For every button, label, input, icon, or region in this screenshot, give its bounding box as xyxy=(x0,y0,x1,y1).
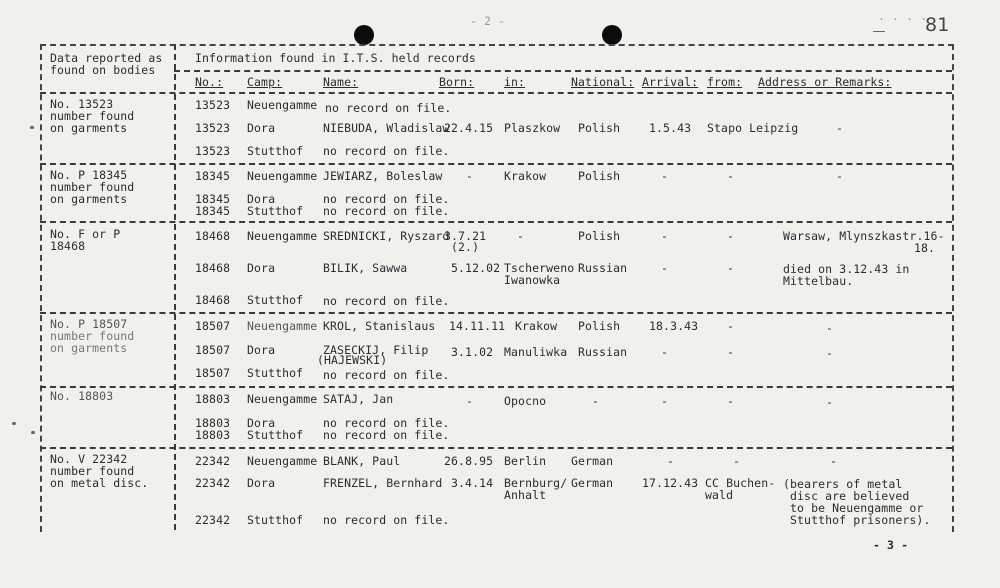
record-no: 18345 xyxy=(195,169,231,183)
record-no: 18507 xyxy=(195,319,231,333)
record-remarks: - xyxy=(826,346,834,360)
block-label: number found xyxy=(50,329,135,343)
column-header-remarks: Address or Remarks: xyxy=(758,75,892,89)
record-from: - xyxy=(727,394,735,408)
record-birthplace: Opocno xyxy=(504,394,547,408)
record-born-note: (2.) xyxy=(451,240,480,254)
record-no: 18468 xyxy=(195,229,231,243)
table-frame xyxy=(40,44,954,532)
record-camp: Dora xyxy=(247,261,276,275)
record-no: 13523 xyxy=(195,98,231,112)
record-birthplace: Bernburg/ xyxy=(504,476,568,490)
record-name: no record on file. xyxy=(323,192,450,206)
record-remarks: Warsaw, Mlynszkastr.16- xyxy=(783,229,945,243)
block-rule-2 xyxy=(40,221,952,223)
record-nationality: Polish xyxy=(578,169,621,183)
column-header-in: in: xyxy=(504,75,526,89)
record-camp: Dora xyxy=(247,192,276,206)
block-label: No. 18803 xyxy=(50,389,114,403)
record-name: no record on file. xyxy=(323,513,450,527)
record-born: - xyxy=(466,169,474,183)
page-mark: - 2 - xyxy=(470,14,506,28)
record-born: 14.11.11 xyxy=(449,319,506,333)
record-from: - xyxy=(733,454,741,468)
record-no: 18507 xyxy=(195,343,231,357)
record-arrival: - xyxy=(661,345,669,359)
record-name: no record on file. xyxy=(323,428,450,442)
record-camp: Neuengamme xyxy=(247,392,318,406)
record-name: (HAJEWSKI) xyxy=(317,353,388,367)
record-nationality: Russian xyxy=(578,261,628,275)
margin-speck xyxy=(31,431,35,434)
record-from: - xyxy=(727,319,735,333)
record-arrival: 18.3.43 xyxy=(649,319,699,333)
record-no: 18803 xyxy=(195,416,231,430)
header-rule-short xyxy=(174,70,952,72)
column-header-camp: Camp: xyxy=(247,75,283,89)
record-nationality: German xyxy=(571,476,614,490)
record-camp: Dora xyxy=(247,121,276,135)
record-remarks: to be Neuengamme or xyxy=(790,501,924,515)
record-camp: Stutthof xyxy=(247,428,304,442)
punch-hole-left xyxy=(354,25,374,45)
record-arrival: 17.12.43 xyxy=(642,476,699,490)
record-from: - xyxy=(727,229,735,243)
record-name: no record on file. xyxy=(323,368,450,382)
column-header-name: Name: xyxy=(323,75,359,89)
record-camp: Neuengamme xyxy=(247,229,318,243)
record-name: FRENZEL, Bernhard xyxy=(323,476,443,490)
record-nationality: Russian xyxy=(578,345,628,359)
record-camp: Stutthof xyxy=(247,366,304,380)
record-camp: Neuengamme xyxy=(247,319,318,333)
block-label: on garments xyxy=(50,341,128,355)
block-label: No. F or P xyxy=(50,227,121,241)
record-camp: Dora xyxy=(247,343,276,357)
record-arrival: - xyxy=(661,229,669,243)
record-remarks: - xyxy=(830,454,838,468)
record-camp: Neuengamme xyxy=(247,98,318,112)
record-born: 3.7.21 xyxy=(444,229,487,243)
record-name: no record on file. xyxy=(323,204,450,218)
record-from: CC Buchen- xyxy=(705,476,776,490)
record-no: 18345 xyxy=(195,204,231,218)
record-remarks: - xyxy=(836,169,844,183)
record-from: wald xyxy=(705,488,734,502)
record-birthplace: Iwanowka xyxy=(504,273,561,287)
record-camp: Dora xyxy=(247,476,276,490)
record-remarks: died on 3.12.43 in xyxy=(783,262,910,276)
column-divider xyxy=(174,44,176,530)
record-birthplace: Tscherweno xyxy=(504,261,575,275)
record-born: 3.4.14 xyxy=(451,476,494,490)
record-nationality: Polish xyxy=(578,319,621,333)
record-name: ZASECKIJ, Filip xyxy=(323,343,429,357)
block-rule-1 xyxy=(40,163,952,165)
record-remarks: - xyxy=(826,321,834,335)
corner-marks: . . . . xyxy=(878,9,928,23)
column-header-born: Born: xyxy=(439,75,475,89)
column-header-national: National: xyxy=(571,75,635,89)
record-nationality: Polish xyxy=(578,121,621,135)
left-header-line-1: Data reported as xyxy=(50,51,163,65)
record-no: 18345 xyxy=(195,192,231,206)
block-label: number found xyxy=(50,109,135,123)
record-name: no record on file. xyxy=(325,101,452,115)
record-name: no record on file. xyxy=(323,416,450,430)
record-born: - xyxy=(466,394,474,408)
block-label: No. P 18507 xyxy=(50,317,128,331)
record-camp: Dora xyxy=(247,416,276,430)
record-camp: Stutthof xyxy=(247,293,304,307)
block-label: No. 13523 xyxy=(50,97,114,111)
block-label: on garments xyxy=(50,121,128,135)
record-born: 26.8.95 xyxy=(444,454,494,468)
record-arrival: - xyxy=(667,454,675,468)
record-no: 18803 xyxy=(195,392,231,406)
record-remarks: Mittelbau. xyxy=(783,274,854,288)
record-remarks: 18. xyxy=(914,241,936,255)
record-from: - xyxy=(727,261,735,275)
block-label: No. P 18345 xyxy=(50,168,128,182)
block-label: on garments xyxy=(50,192,128,206)
record-birthplace: Berlin xyxy=(504,454,547,468)
record-remarks: Stutthof prisoners). xyxy=(790,513,931,527)
record-name: KROL, Stanislaus xyxy=(323,319,436,333)
record-no: 22342 xyxy=(195,513,231,527)
record-camp: Stutthof xyxy=(247,204,304,218)
record-no: 22342 xyxy=(195,476,231,490)
right-header: Information found in I.T.S. held records xyxy=(195,51,476,65)
record-remarks: - xyxy=(836,121,844,135)
record-name: no record on file. xyxy=(323,294,450,308)
record-remarks: disc are believed xyxy=(790,489,910,503)
header-rule xyxy=(40,92,952,94)
record-from: - xyxy=(727,345,735,359)
column-header-from: from: xyxy=(707,75,743,89)
record-name: BILIK, Sawwa xyxy=(323,261,408,275)
block-rule-4 xyxy=(40,386,952,388)
column-header-arrival: Arrival: xyxy=(642,75,699,89)
block-label: on metal disc. xyxy=(50,476,149,490)
record-nationality: - xyxy=(592,394,600,408)
stain-mark xyxy=(873,31,885,32)
record-arrival: - xyxy=(661,261,669,275)
page-footer: - 3 - xyxy=(873,538,909,552)
page-number: 81 xyxy=(925,14,950,36)
record-birthplace: Krakow xyxy=(504,169,547,183)
record-no: 18803 xyxy=(195,428,231,442)
record-born: 22.4.15 xyxy=(444,121,494,135)
record-no: 18507 xyxy=(195,366,231,380)
record-nationality: German xyxy=(571,454,614,468)
record-nationality: Polish xyxy=(578,229,621,243)
record-birthplace: Krakow xyxy=(515,319,558,333)
block-label: No. V 22342 xyxy=(50,452,128,466)
record-no: 13523 xyxy=(195,144,231,158)
record-camp: Stutthof xyxy=(247,513,304,527)
record-birthplace: Anhalt xyxy=(504,488,547,502)
margin-speck xyxy=(30,126,34,129)
record-name: no record on file. xyxy=(323,144,450,158)
block-rule-5 xyxy=(40,447,952,449)
margin-speck xyxy=(12,422,16,425)
block-label: number found xyxy=(50,180,135,194)
record-arrival: 1.5.43 xyxy=(649,121,692,135)
record-name: SATAJ, Jan xyxy=(323,392,394,406)
record-camp: Neuengamme xyxy=(247,169,318,183)
record-from: - xyxy=(727,169,735,183)
punch-hole-right xyxy=(602,25,622,45)
record-from: Stapo Leipzig xyxy=(707,121,799,135)
block-rule-3 xyxy=(40,312,952,314)
record-camp: Neuengamme xyxy=(247,454,318,468)
record-birthplace: Plaszkow xyxy=(504,121,561,135)
record-name: NIEBUDA, Wladislaw xyxy=(323,121,450,135)
block-label: 18468 xyxy=(50,239,86,253)
record-no: 13523 xyxy=(195,121,231,135)
record-born: 5.12.02 xyxy=(451,261,501,275)
record-name: BLANK, Paul xyxy=(323,454,401,468)
record-birthplace: Manuliwka xyxy=(504,345,568,359)
record-name: SREDNICKI, Ryszard xyxy=(323,229,450,243)
column-header-no: No.: xyxy=(195,75,224,89)
record-arrival: - xyxy=(661,394,669,408)
record-born: 3.1.02 xyxy=(451,345,494,359)
record-no: 18468 xyxy=(195,261,231,275)
block-label: number found xyxy=(50,464,135,478)
record-remarks: (bearers of metal xyxy=(783,477,903,491)
record-remarks: - xyxy=(826,395,834,409)
record-birthplace: - xyxy=(517,229,525,243)
record-name: JEWIARZ, Boleslaw xyxy=(323,169,443,183)
record-camp: Stutthof xyxy=(247,144,304,158)
record-no: 18468 xyxy=(195,293,231,307)
record-arrival: - xyxy=(661,169,669,183)
left-header-line-2: found on bodies xyxy=(50,63,156,77)
record-no: 22342 xyxy=(195,454,231,468)
